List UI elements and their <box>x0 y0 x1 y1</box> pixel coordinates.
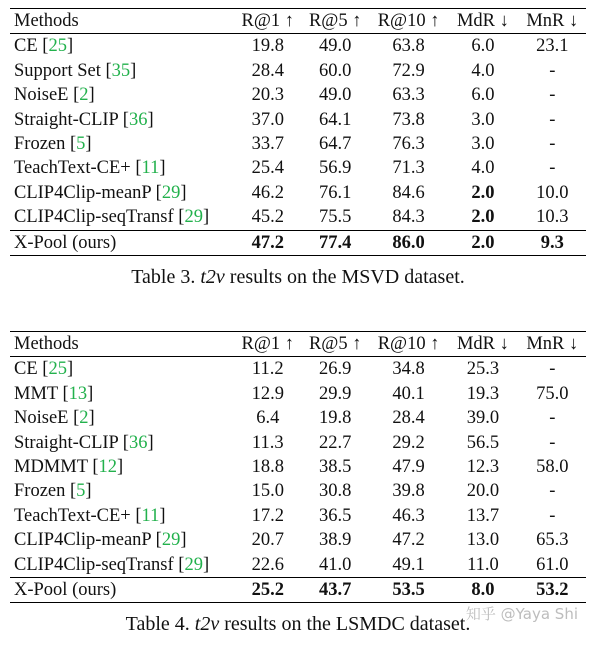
method-name: Frozen <box>14 134 66 155</box>
method-cell: Straight-CLIP [36] <box>14 432 154 453</box>
zhihu-watermark: 知乎 @Yaya Shi <box>465 605 578 623</box>
table-row <box>10 108 586 132</box>
cell-mdr: 8.0 <box>471 580 495 601</box>
method-name: NoiseE <box>14 85 69 106</box>
ours-row <box>10 230 586 255</box>
cell-r1: 12.9 <box>251 383 284 404</box>
cell-r10: 76.3 <box>392 134 425 155</box>
cell-mnr: - <box>549 60 556 81</box>
cell-r1: 20.7 <box>251 530 284 551</box>
table-row <box>10 357 586 382</box>
citation-link[interactable]: 2 <box>79 85 89 106</box>
cell-r10: 84.6 <box>392 182 425 203</box>
cell-mdr: 3.0 <box>471 134 495 155</box>
header-row <box>10 9 586 34</box>
header-r1: R@1 ↑ <box>241 11 295 31</box>
caption-math: t2v <box>194 613 220 636</box>
cell-r1: 37.0 <box>251 109 284 130</box>
cell-mdr: 56.5 <box>466 432 500 453</box>
cell-r10: 34.8 <box>392 359 425 380</box>
cell-r5: 30.8 <box>319 481 352 502</box>
msvd-results-table <box>10 8 586 256</box>
table-row <box>10 431 586 455</box>
caption-prefix: Table 4. <box>125 613 190 636</box>
cell-r10: 71.3 <box>392 158 425 179</box>
method-cell: CE [25] <box>14 36 74 57</box>
method-cell: CLIP4Clip-seqTransf [29] <box>14 554 210 575</box>
method-name: X-Pool (ours) <box>14 580 117 601</box>
method-name: NoiseE <box>14 408 69 429</box>
caption-prefix: Table 3. <box>131 266 196 289</box>
header-mnr: MnR ↓ <box>526 11 579 31</box>
cell-r5: 36.5 <box>319 505 352 526</box>
cell-mdr: 11.0 <box>467 554 499 575</box>
cell-r5: 49.0 <box>319 85 352 106</box>
header-mdr: MdR ↓ <box>456 11 509 31</box>
method-cell: TeachText-CE+ [11] <box>14 505 166 526</box>
cell-r5: 49.0 <box>319 36 352 57</box>
cell-mnr: - <box>549 408 556 429</box>
cell-r1: 25.2 <box>251 580 284 601</box>
cell-mdr: 4.0 <box>471 60 495 81</box>
cell-mnr: 10.3 <box>536 207 569 228</box>
cell-mdr: 2.0 <box>471 182 495 203</box>
cell-r1: 18.8 <box>251 457 284 478</box>
cell-r5: 43.7 <box>319 580 352 601</box>
method-cell: NoiseE [2] <box>14 85 95 106</box>
cell-r10: 28.4 <box>392 408 425 429</box>
cell-r5: 22.7 <box>319 432 352 453</box>
citation-link[interactable]: 29 <box>184 554 203 575</box>
method-name: CLIP4Clip-meanP <box>14 182 152 203</box>
cell-mnr: - <box>549 359 556 380</box>
method-cell: NoiseE [2] <box>14 408 95 429</box>
cell-mdr: 6.0 <box>471 85 495 106</box>
cell-mnr: 53.2 <box>536 580 569 601</box>
cell-r1: 28.4 <box>251 60 284 81</box>
method-name: CLIP4Clip-seqTransf <box>14 207 174 228</box>
cell-mdr: 2.0 <box>471 207 495 228</box>
method-name: Straight-CLIP <box>14 432 119 453</box>
cell-mnr: - <box>549 134 556 155</box>
header-r5: R@5 ↑ <box>308 11 362 31</box>
cell-mdr: 3.0 <box>471 109 495 130</box>
cell-mdr: 25.3 <box>466 359 500 380</box>
citation-link[interactable]: 29 <box>184 207 203 228</box>
method-cell: CLIP4Clip-meanP [29] <box>14 530 187 551</box>
method-name: CLIP4Clip-meanP <box>14 530 152 551</box>
method-name: CLIP4Clip-seqTransf <box>14 554 174 575</box>
header-row <box>10 332 586 357</box>
header-r1: R@1 ↑ <box>241 334 295 354</box>
citation-link[interactable]: 2 <box>79 408 89 429</box>
cell-mdr: 20.0 <box>466 481 500 502</box>
method-name: TeachText-CE+ <box>14 158 131 179</box>
cell-r5: 75.5 <box>319 207 352 228</box>
cell-mdr: 13.7 <box>466 505 500 526</box>
cell-mdr: 2.0 <box>471 232 495 253</box>
cell-r10: 47.2 <box>392 530 425 551</box>
cell-r1: 47.2 <box>251 232 284 253</box>
cell-r5: 64.7 <box>319 134 352 155</box>
cell-r10: 29.2 <box>392 432 425 453</box>
cell-mnr: 65.3 <box>536 530 569 551</box>
method-name: MDMMT <box>14 457 88 478</box>
header-r10: R@10 ↑ <box>377 334 440 354</box>
table-4-block <box>10 331 586 636</box>
table-3-caption <box>10 266 586 289</box>
cell-r10: 40.1 <box>392 383 425 404</box>
table-3-body <box>10 34 586 256</box>
cell-r5: 29.9 <box>319 383 352 404</box>
citation-link[interactable]: 36 <box>128 432 148 453</box>
cell-r10: 49.1 <box>392 554 425 575</box>
lsmdc-results-table <box>10 331 586 603</box>
cell-r5: 38.9 <box>319 530 352 551</box>
header-mdr: MdR ↓ <box>456 334 509 354</box>
citation-link[interactable]: 29 <box>161 530 181 551</box>
table-row <box>10 406 586 430</box>
cell-r10: 63.3 <box>392 85 425 106</box>
table-3-block <box>10 8 586 289</box>
table-row <box>10 504 586 528</box>
cell-r5: 56.9 <box>319 158 352 179</box>
method-name: TeachText-CE+ <box>14 505 131 526</box>
caption-math: t2v <box>200 266 225 289</box>
method-name: Straight-CLIP <box>14 109 119 130</box>
cell-mdr: 39.0 <box>466 408 500 429</box>
method-cell: TeachText-CE+ [11] <box>14 158 166 179</box>
method-cell: MMT [13] <box>14 383 94 404</box>
caption-suffix: results on the MSVD dataset. <box>229 266 465 289</box>
cell-r10: 84.3 <box>392 207 425 228</box>
method-name: MMT <box>14 383 58 404</box>
cell-mnr: 23.1 <box>536 36 569 57</box>
table-row <box>10 181 586 205</box>
cell-mnr: - <box>549 158 556 179</box>
cell-mnr: 10.0 <box>536 182 569 203</box>
header-methods: Methods <box>14 334 79 354</box>
cell-r10: 73.8 <box>392 109 425 130</box>
ours-row <box>10 578 586 603</box>
cell-r5: 26.9 <box>319 359 352 380</box>
method-cell: MDMMT [12] <box>14 457 124 478</box>
cell-mnr: - <box>549 481 556 502</box>
cell-r1: 25.4 <box>251 158 284 179</box>
cell-mnr: - <box>549 109 556 130</box>
cell-mdr: 13.0 <box>466 530 500 551</box>
cell-r10: 72.9 <box>392 60 425 81</box>
method-cell: CLIP4Clip-seqTransf [29] <box>14 207 210 228</box>
citation-link[interactable]: 5 <box>76 481 86 502</box>
cell-mnr: 61.0 <box>536 554 569 575</box>
cell-r5: 60.0 <box>319 60 352 81</box>
table-row <box>10 553 586 578</box>
cell-r1: 17.2 <box>251 505 284 526</box>
cell-r1: 11.3 <box>251 432 284 453</box>
table-row <box>10 479 586 503</box>
method-cell: CLIP4Clip-meanP [29] <box>14 182 187 203</box>
cell-r10: 39.8 <box>392 481 425 502</box>
cell-r10: 46.3 <box>392 505 425 526</box>
cell-r10: 53.5 <box>392 580 425 601</box>
cell-mdr: 6.0 <box>471 36 495 57</box>
method-name: Frozen <box>14 481 66 502</box>
cell-r1: 46.2 <box>251 182 284 203</box>
citation-link[interactable]: 29 <box>161 182 181 203</box>
cell-mnr: - <box>549 505 556 526</box>
cell-r1: 20.3 <box>251 85 284 106</box>
header-mnr: MnR ↓ <box>526 334 579 354</box>
table-row <box>10 205 586 230</box>
citation-link[interactable]: 11 <box>141 158 160 179</box>
method-name: CE <box>14 36 38 57</box>
table-row <box>10 83 586 107</box>
cell-mdr: 19.3 <box>466 383 500 404</box>
cell-r5: 77.4 <box>319 232 352 253</box>
citation-link[interactable]: 5 <box>76 134 86 155</box>
cell-r1: 45.2 <box>251 207 284 228</box>
citation-link[interactable]: 36 <box>128 109 148 130</box>
citation-link[interactable]: 13 <box>68 383 88 404</box>
table-row <box>10 34 586 59</box>
citation-link[interactable]: 12 <box>98 457 117 478</box>
cell-r5: 76.1 <box>319 182 352 203</box>
method-cell: CE [25] <box>14 359 74 380</box>
cell-r5: 38.5 <box>319 457 352 478</box>
header-methods: Methods <box>14 11 79 31</box>
method-name: CE <box>14 359 38 380</box>
method-name: X-Pool (ours) <box>14 232 117 253</box>
citation-link[interactable]: 11 <box>141 505 160 526</box>
cell-r10: 86.0 <box>392 232 425 253</box>
cell-mnr: 75.0 <box>536 383 569 404</box>
table-row <box>10 59 586 83</box>
cell-mnr: 58.0 <box>536 457 569 478</box>
cell-r5: 41.0 <box>319 554 352 575</box>
cell-mnr: 9.3 <box>540 232 564 253</box>
table-row <box>10 455 586 479</box>
table-row <box>10 132 586 156</box>
table-4-body <box>10 357 586 603</box>
cell-r10: 47.9 <box>392 457 425 478</box>
method-cell: Frozen [5] <box>14 481 92 502</box>
cell-mnr: - <box>549 432 556 453</box>
caption-suffix: results on the LSMDC dataset. <box>224 613 471 636</box>
cell-r1: 19.8 <box>251 36 284 57</box>
method-cell: Support Set [35] <box>14 60 137 81</box>
citation-link[interactable]: 35 <box>111 60 131 81</box>
cell-r1: 22.6 <box>251 554 284 575</box>
table-row <box>10 528 586 552</box>
cell-r1: 6.4 <box>256 408 280 429</box>
method-cell: Straight-CLIP [36] <box>14 109 154 130</box>
cell-mnr: - <box>549 85 556 106</box>
cell-mdr: 4.0 <box>471 158 495 179</box>
cell-r5: 64.1 <box>319 109 352 130</box>
cell-r1: 33.7 <box>251 134 284 155</box>
table-row <box>10 156 586 180</box>
citation-link[interactable]: 25 <box>48 36 67 57</box>
table-row <box>10 382 586 406</box>
cell-r1: 11.2 <box>251 359 284 380</box>
method-name: Support Set <box>14 60 101 81</box>
header-r10: R@10 ↑ <box>377 11 440 31</box>
header-r5: R@5 ↑ <box>308 334 362 354</box>
citation-link[interactable]: 25 <box>48 359 67 380</box>
cell-mdr: 12.3 <box>466 457 500 478</box>
cell-r10: 63.8 <box>392 36 425 57</box>
cell-r1: 15.0 <box>251 481 284 502</box>
method-cell: Frozen [5] <box>14 134 92 155</box>
cell-r5: 19.8 <box>319 408 352 429</box>
